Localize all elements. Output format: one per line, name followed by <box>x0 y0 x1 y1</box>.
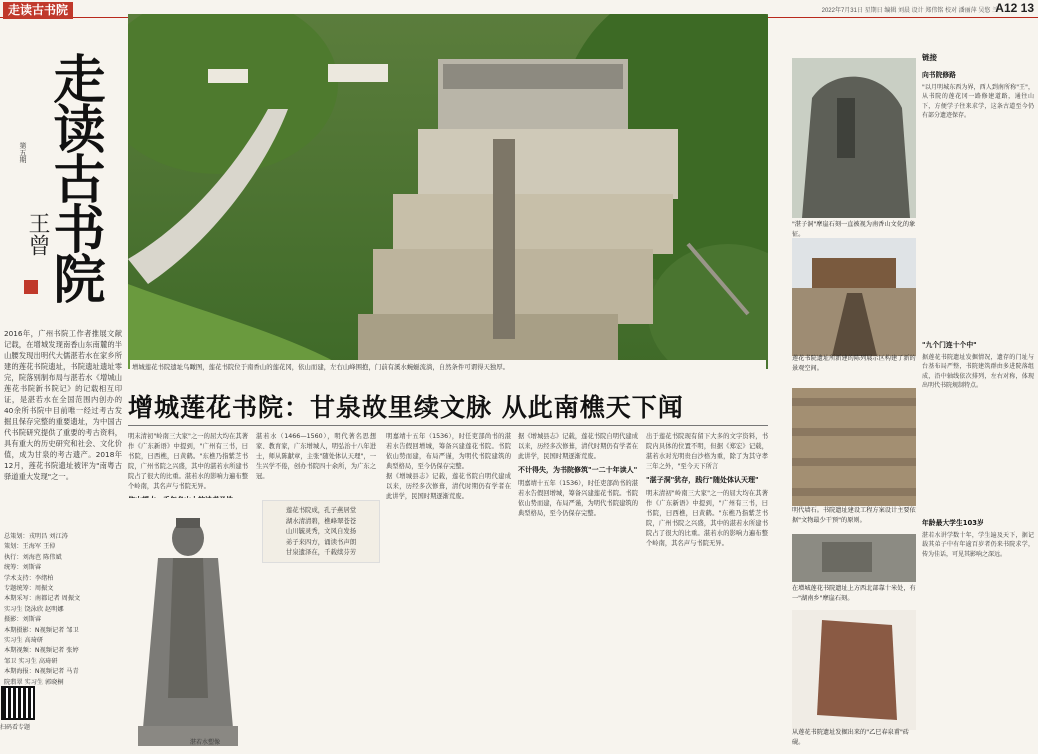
section-badge: 走读古书院 <box>3 2 73 19</box>
poem-line: 湖水清清碧，樵峰翠苍苍 <box>285 516 357 525</box>
paragraph: 据《增城县志》记载，莲花书院自明代建成以来，历经多次修葺，清代时期仍有学者在此讲学，民国时期逐渐荒废。 <box>518 433 638 460</box>
calligraphy-title: 走读古书院 <box>44 52 105 302</box>
paragraph: 出于莲花书院现有留下大多的文字资料，书院内具体的位置不明，但据《郑宏》记载，湛若水对光明贵白沙格为重，除了为其守孝三年之外，"至今天下所言 <box>646 433 768 470</box>
sidebar-label: 链接 <box>922 53 937 62</box>
credit-line: 摄影：刘斯睿 <box>4 616 42 624</box>
sidebar-section <box>922 514 1034 559</box>
credit-line: 学术支持：李绪柏 <box>4 574 54 582</box>
credit-line: 统筹：刘斯睿 <box>4 564 42 572</box>
statue-caption: 湛若水塑像 <box>190 739 221 746</box>
credit-line: 本期海报：N视频记者 马青 <box>4 668 79 676</box>
paragraph: 明嘉靖十五年（1536），时任吏部尚书的湛若水告假回增城，筹备兴建莲花书院。书院依山势而建，布局严谨，为明代书院建筑的典型格局，至今仍保存完整。 <box>518 480 638 517</box>
aerial-photo <box>128 14 768 369</box>
statue-illustration <box>128 498 248 750</box>
inscription-illustration <box>792 534 916 582</box>
aerial-photo-illustration <box>128 14 768 369</box>
header-meta: 2022年7月31日 星期日 编辑 刘晨 设计 郑伟铭 校对 潘丽萍 吴悠 兰 <box>821 8 998 14</box>
credit-line: 总策划：戎明昌 刘江涛 <box>4 533 68 540</box>
photo-caption: 在增城莲花书院遗址上方西北部靠十米处，有一"湖南乡"摩崖石刻。 <box>792 585 916 602</box>
issue-label: 第五期 <box>19 142 27 163</box>
paragraph: 明嘉靖十五年（1536），时任吏部尚书的湛若水告假回增城，筹备兴建莲花书院。书院依山势而建，布局严谨，为明代书院建筑的典型格局，至今仍保存完整。 <box>386 433 511 470</box>
credit-line: 本期摄影：N视频记者 邹卫 <box>4 626 79 634</box>
stones-illustration <box>792 388 916 506</box>
main-photo-caption: 增城莲花书院遗址鸟瞰图，莲花书院位于南香山的莲花冈，依山而建，左右山峰围抱，门前有溪水蜿蜒流淌，自然条件可谓得天独厚。 <box>130 360 766 373</box>
photo-caption: 莲花书院遗址所新建的陈列展示区构建了新的景观空间。 <box>792 355 916 372</box>
credits-list <box>4 532 122 688</box>
credit-line: 专题统筹：周振文 <box>4 585 54 593</box>
credit-line: 邹卫 实习生 高琦研 <box>4 657 58 665</box>
brick-illustration <box>792 610 916 730</box>
paragraph: 明末清初"岭南三大家"之一的屈大均在其著作《广东新语》中提到，"广州有三书，曰书院，曰西樵，曰黄鹤。"东樵乃指紫芝书院，广州书院之兴盛，其中的湛若水所建书院占了很大的比重。湛若水的影响力遍布整个岭南，其名声与书院无异。 <box>128 433 248 490</box>
photo-caption: 从莲花书院遗址发掘出来的"乙巳春泉甫"砖砚。 <box>792 729 910 746</box>
signature: 王曾 <box>25 212 50 256</box>
credit-line: 本期采写：南都记者 周振文 <box>4 595 81 603</box>
headline: 增城莲花书院：甘泉故里续文脉 从此南樵天下闻 <box>128 393 684 422</box>
article-column <box>386 432 511 502</box>
sidebar-paragraph: 据莲花书院遗址发掘情况，遗存的门址与台基布局严整，书院建筑群由多进院落组成，沿中轴线依次排列，左右对称，体现出明代书院规制特点。 <box>922 354 1034 390</box>
credit-line: 策划：王海军 王倬 <box>4 543 56 551</box>
sidebar-paragraph: 湛若水讲学数十年，学生遍及天下，据记载其弟子中有年逾百岁者仍来书院求学，传为佳话，可见其影响之深远。 <box>922 532 1034 558</box>
wall-stones-photo <box>792 388 916 506</box>
photo-caption: 明代墙石。书院遗址建设工程方案设计主要依据"文物最少干预"的原则。 <box>792 507 916 524</box>
sidebar-subhead: 年龄最大学生103岁 <box>922 519 984 527</box>
credit-line: 本期视频：N视频记者 张婷 <box>4 647 79 655</box>
poem-line: 山川毓灵秀，文风自发扬 <box>285 527 357 536</box>
poem-line: 弟子来四方，诵读书声朗 <box>285 537 357 546</box>
photo-caption: "湛子洞"摩崖石刻一直被视为南香山文化的象征。 <box>792 221 916 238</box>
article-column <box>518 432 638 519</box>
sidebar-section <box>922 66 1034 121</box>
exhibit-illustration <box>792 238 916 356</box>
rock-illustration <box>792 58 916 218</box>
article-column <box>646 432 768 549</box>
page-number: A12 13 <box>995 1 1034 15</box>
credit-line: 执行：刘海芭 陈伟斌 <box>4 553 62 561</box>
masthead-column <box>4 22 122 748</box>
paragraph: 明末清初"岭南三大家"之一的屈大均在其著作《广东新语》中提到，"广州有三书，曰书院，曰西樵，曰黄鹤。"东樵乃指紫芝书院，广州书院之兴盛，其中的湛若水所建书院占了很大的比重。湛若水的影响力遍布整个岭南，其名声与书院无异。 <box>646 490 768 547</box>
sidebar-paragraph: "以月明城东西为界，西人到南所称"王"，从书院的莲花冈一路修建道路，通往山下，方便学子往来求学，这条古道至今仍有部分遗迹保存。 <box>922 84 1034 120</box>
poem-line: 莲花书院成，孔子燕居堂 <box>285 506 357 514</box>
exhibit-area-photo <box>792 238 916 356</box>
credit-line: 实习生 高琦研 <box>4 637 44 645</box>
seal-stamp <box>24 280 38 294</box>
subhead: 不计得失，为书院修筑"一二十年读人" <box>518 466 638 474</box>
right-column <box>776 14 1038 750</box>
intro-text: 2016年，广州书院工作者推展文献记载，在增城发现南香山东南麓的半山腰发现出明代大儒湛若水在家乡所建的莲花书院遗址，书院遗址遗址零完，院落别制布局与湛若水《增城山莲花书院新书院记》的记载相互印证，是湛若水在全国范围内创办的40余所书院中目前唯一经过考古发掘且保存完整的重要遗址，为中国古代书院研究提供了重要的考古资料，具有重大的历史研究和社会、文化价值，成为甘泉的考古遗产。2018年12月，莲花书院遗址被评为"南粤古驿道重大发现"之一。 <box>4 329 122 481</box>
poem-box <box>262 500 380 563</box>
divider <box>128 425 768 426</box>
paragraph: 湛若水（1466—1560），明代著名思想家、教育家，广东增城人，明弘治十八年进士，师从陈献章，主张"随处体认天理"，一生兴学不倦，创办书院四十余所，为广东之冠。 <box>256 433 376 480</box>
inscription-photo <box>792 534 916 582</box>
article-column <box>256 432 376 496</box>
paragraph: 据《增城县志》记载，莲花书院自明代建成以来，历经多次修葺，清代时期仍有学者在此讲学，民国时期逐渐荒废。 <box>386 473 511 500</box>
qr-label: 扫码看专题 <box>0 724 31 731</box>
credit-line: 院翡翠 实习生 郭晓桐 <box>4 678 64 686</box>
statue-photo <box>128 498 248 750</box>
qr-code[interactable] <box>3 688 33 718</box>
sidebar-subhead: 向书院修路 <box>922 71 956 79</box>
sidebar-subhead: "九个门连十个中" <box>922 341 977 349</box>
credit-line: 实习生 饶泳欣 赵明娜 <box>4 605 64 613</box>
brick-inkstone-photo <box>792 610 916 730</box>
sidebar-section <box>922 336 1034 391</box>
poem-line: 甘泉遗泽在，千载续芬芳 <box>285 548 357 557</box>
rock-carving-photo <box>792 58 916 218</box>
subhead: "湛子洞"犹存，践行"随处体认天理" <box>646 476 759 484</box>
